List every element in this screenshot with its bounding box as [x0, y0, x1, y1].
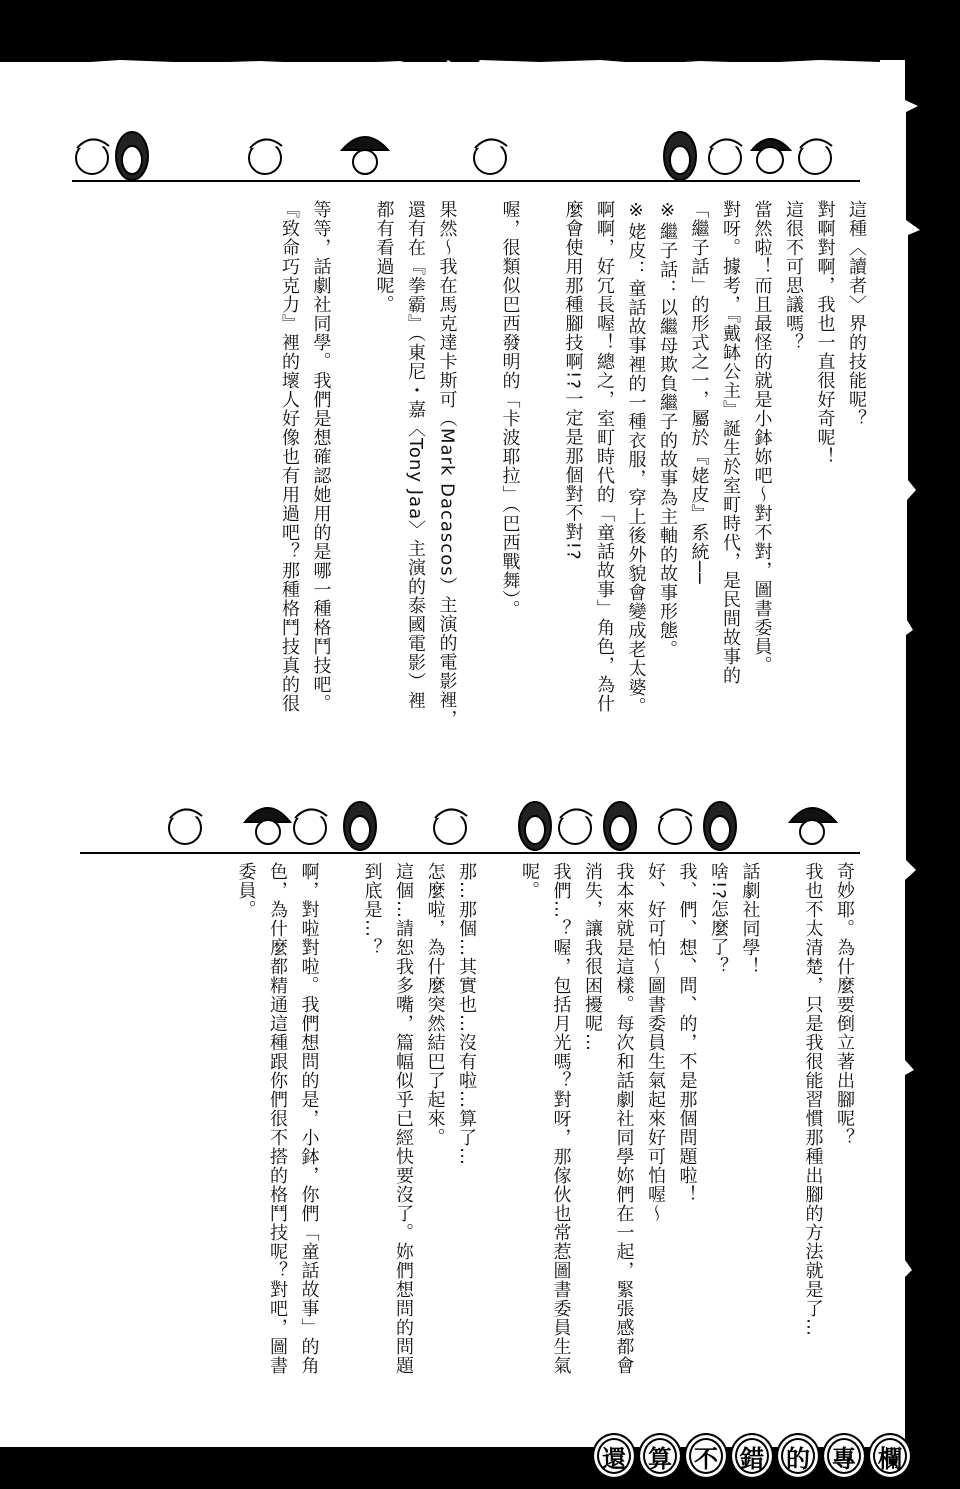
- top-note: ※姥皮：童話故事裡的一種衣服，穿上後外貌會變成老太婆。: [625, 200, 647, 716]
- top-line: 對呀。據考，『戴缽公主』誕生於室町時代，是民間故事的: [720, 200, 741, 685]
- bottom-line: 我本來就是這樣。每次和話劇社同學妳們在一起，緊張感都會: [613, 862, 635, 1375]
- bottom-divider-rule: [80, 852, 860, 854]
- bottom-dialogue-block: [230, 862, 860, 1402]
- top-character-heads: [70, 120, 860, 182]
- bottom-character-heads: [160, 790, 860, 852]
- spacer: [766, 862, 798, 1402]
- bottom-line: 怎麼啦，為什麼突然結巴了起來。: [424, 862, 446, 1147]
- top-line: 還有在『拳霸』（東尼・嘉〈Tony Jaa〉主演的泰國電影）裡: [405, 200, 426, 711]
- top-line: 對啊對啊，我也一直很好奇呢！: [814, 200, 836, 466]
- bottom-line: 呢。: [519, 862, 540, 900]
- spacer: [463, 200, 495, 760]
- banner-char: 的: [776, 1433, 820, 1479]
- bottom-line: 那…那個…其實也…沒有啦…算了…: [456, 862, 477, 1166]
- top-line: 喔，很類似巴西發明的「卡波耶拉」（巴西戰舞）。: [499, 200, 521, 619]
- spacer: [482, 862, 514, 1402]
- bottom-line: 到底是…？: [361, 862, 383, 957]
- top-line: 這很不可思議嗎？: [783, 200, 804, 352]
- bottom-line: 色，為什麼都精通這種跟你們很不搭的格鬥技呢？對吧，圖書: [267, 862, 288, 1375]
- banner-char: 不: [684, 1433, 728, 1479]
- bottom-line: 消失，讓我很困擾呢…: [582, 862, 603, 1052]
- torn-right-edge: [880, 60, 960, 1460]
- top-line: 這種〈讀者〉界的技能呢？: [846, 200, 867, 428]
- banner-char: 還: [592, 1433, 636, 1479]
- top-line: 都有看過呢。: [373, 200, 395, 314]
- top-line: 麼會使用那種腳技啊!?一定是那個對不對!?: [562, 200, 584, 561]
- bottom-line: 奇妙耶。為什麼要倒立著出腳呢？: [834, 862, 855, 1147]
- top-line: 『致命巧克力』裡的壞人好像也有用過吧？那種格鬥技真的很: [279, 200, 300, 713]
- top-line: 當然啦！而且最怪的就是小鉢妳吧～對不對，圖書委員。: [751, 200, 773, 675]
- spacer: [526, 200, 558, 760]
- top-line: 果然～我在馬克達卡斯可（Mark Dacascos）主演的電影裡，: [436, 200, 458, 729]
- bottom-line: 話劇社同學！: [739, 862, 761, 976]
- bottom-line: 啥!?怎麼了？: [708, 862, 729, 976]
- bottom-line: 我、們、想、問、的，不是那個問題啦！: [676, 862, 698, 1204]
- banner-char: 算: [638, 1433, 682, 1479]
- top-line: 啊啊，好冗長喔！總之，室町時代的「童話故事」角色，為什: [594, 200, 615, 713]
- bottom-line: 這個…請恕我多嘴，篇幅似乎已經快要沒了。妳們想問的問題: [393, 862, 414, 1375]
- top-divider-rule: [72, 180, 860, 182]
- top-dialogue-block: [274, 200, 873, 760]
- top-line: 等等，話劇社同學。我們是想確認她用的是哪一種格鬥技吧。: [310, 200, 332, 713]
- spacer: [337, 200, 369, 760]
- top-line: 「繼子話」的形式之一，屬於『姥皮』系統──: [688, 200, 710, 585]
- banner-char: 欄: [868, 1433, 912, 1479]
- banner-char: 專: [822, 1433, 866, 1479]
- bottom-line: 啊，對啦對啦。我們想問的是，小鉢，你們「童話故事」的角: [298, 862, 320, 1375]
- banner-char: 錯: [730, 1433, 774, 1479]
- bottom-line: 委員。: [235, 862, 257, 919]
- spacer: [325, 862, 357, 1402]
- top-note: ※繼子話：以繼母欺負繼子的故事為主軸的故事形態。: [657, 200, 678, 659]
- bottom-line: 我也不太清楚，只是我很能習慣那種出腳的方法就是了…: [802, 862, 824, 1337]
- column-title-banner: [592, 1434, 912, 1478]
- torn-top-edge: [0, 48, 960, 88]
- bottom-line: 好、好可怕～圖書委員生氣起來好可怕喔～: [645, 862, 666, 1223]
- bottom-line: 我們…？喔，包括月光嗎？對呀，那傢伙也常惹圖書委員生氣: [550, 862, 572, 1375]
